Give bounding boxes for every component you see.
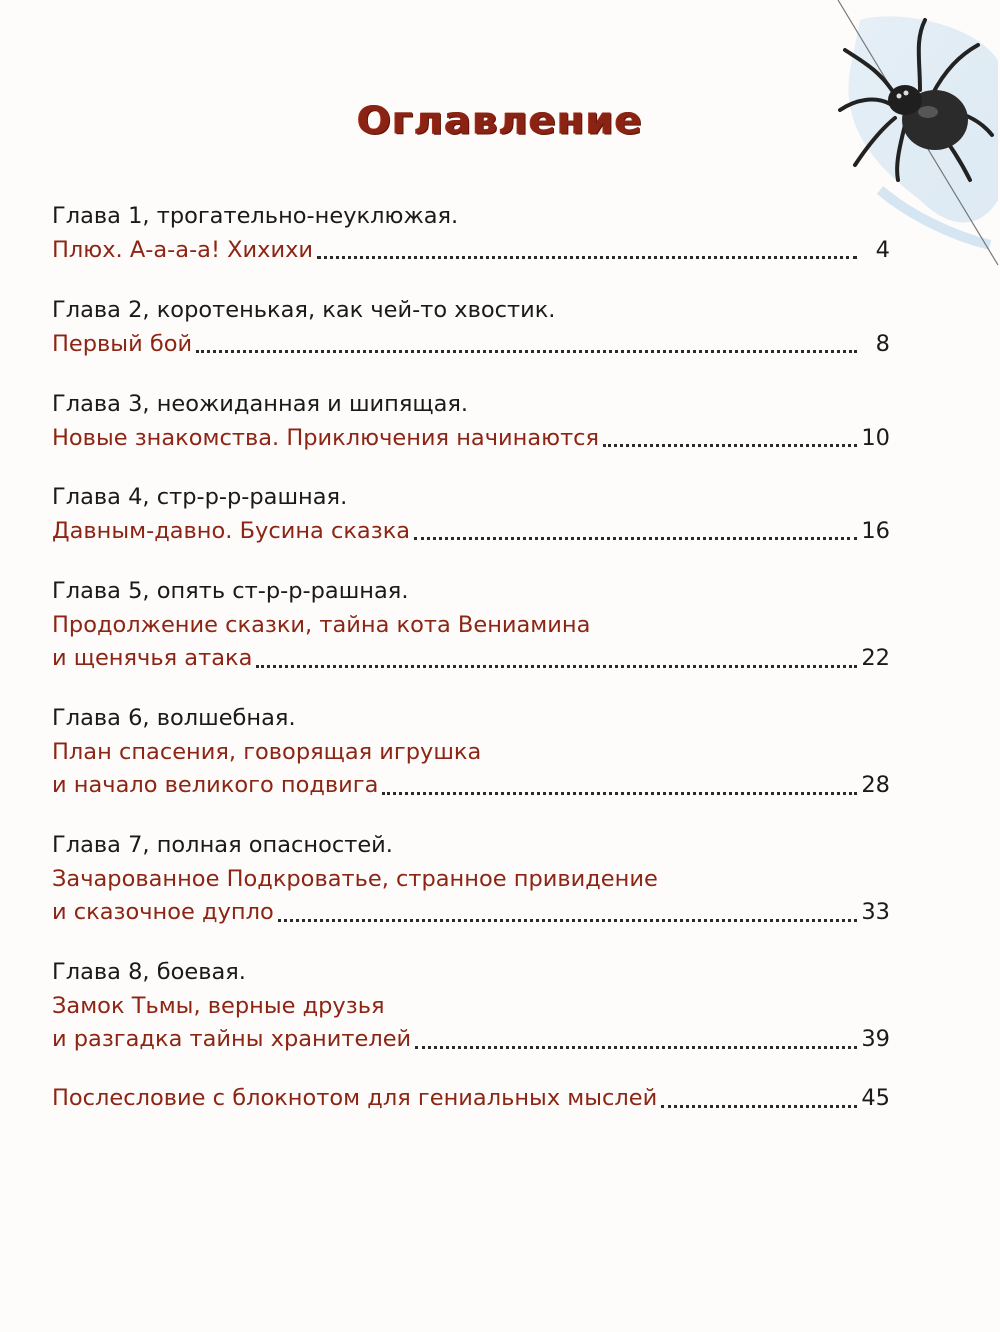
toc-entry-6[interactable] [52, 702, 890, 803]
chapter-heading: Глава 8, боевая. [52, 959, 246, 985]
dot-leader [415, 1046, 857, 1049]
page-title: Оглавление [357, 99, 643, 143]
dot-leader [278, 919, 857, 922]
page-number: 10 [861, 424, 890, 451]
dot-leader [603, 444, 857, 447]
chapter-title: Новые знакомства. Приключения начинаются [52, 424, 600, 451]
page-number: 4 [875, 236, 890, 263]
chapter-title-line [52, 1023, 890, 1057]
chapter-title-line [52, 234, 890, 268]
page-number: 45 [861, 1085, 890, 1111]
page-number: 22 [861, 645, 890, 671]
dot-leader [414, 537, 857, 540]
page-number: 8 [875, 330, 890, 357]
toc-entry-5[interactable] [52, 575, 890, 676]
dot-leader [661, 1105, 857, 1108]
dot-leader [382, 792, 857, 795]
chapter-title-line [52, 422, 890, 456]
toc-entry-7[interactable] [52, 829, 890, 930]
page-number: 33 [861, 899, 890, 925]
page-number: 16 [861, 517, 890, 544]
chapter-title: Давным-давно. Бусина сказка [52, 517, 411, 544]
chapter-heading: Глава 7, полная опасностей. [52, 832, 393, 858]
chapter-title-continued: и щенячья атака [52, 645, 253, 671]
chapter-title-line [52, 1082, 890, 1116]
chapter-title: Замок Тьмы, верные друзья [52, 992, 385, 1019]
chapter-heading: Глава 3, неожиданная и шипящая. [52, 391, 469, 417]
chapter-heading: Глава 6, волшебная. [52, 705, 296, 731]
chapter-title-line [52, 328, 890, 362]
chapter-title: Зачарованное Подкроватье, странное привидение [52, 865, 658, 892]
chapter-title-line [52, 515, 890, 549]
page-number: 28 [861, 772, 890, 798]
chapter-title-line [52, 769, 890, 803]
dot-leader [256, 665, 857, 668]
page-number: 39 [861, 1026, 890, 1052]
chapter-title-continued: и начало великого подвига [52, 772, 379, 798]
chapter-title-line [52, 896, 890, 930]
chapter-title-continued: и разгадка тайны хранителей [52, 1026, 412, 1052]
toc-entry-afterword[interactable] [52, 1082, 890, 1116]
chapter-heading: Глава 1, трогательно-неуклюжая. [52, 203, 459, 229]
chapter-heading: Глава 5, опять ст-р-р-рашная. [52, 578, 409, 604]
chapter-title-continued: и сказочное дупло [52, 899, 274, 925]
toc-entry-3[interactable] [52, 388, 890, 455]
toc-entry-2[interactable] [52, 294, 890, 361]
chapter-title: Плюх. А-а-а-а! Хихихи [52, 236, 314, 263]
toc-entry-8[interactable] [52, 956, 890, 1057]
chapter-title: Первый бой [52, 330, 193, 357]
toc-entry-1[interactable] [52, 200, 890, 267]
chapter-title: План спасения, говорящая игрушка [52, 738, 482, 765]
dot-leader [317, 256, 857, 259]
chapter-heading: Глава 2, коротенькая, как чей-то хвостик. [52, 297, 556, 323]
dot-leader [196, 350, 857, 353]
toc-entry-4[interactable] [52, 481, 890, 548]
chapter-title: Продолжение сказки, тайна кота Вениамина [52, 611, 591, 638]
chapter-title-line [52, 642, 890, 676]
chapter-heading: Глава 4, стр-р-р-рашная. [52, 484, 348, 510]
afterword-title: Послесловие с блокнотом для гениальных мыслей [52, 1085, 658, 1111]
